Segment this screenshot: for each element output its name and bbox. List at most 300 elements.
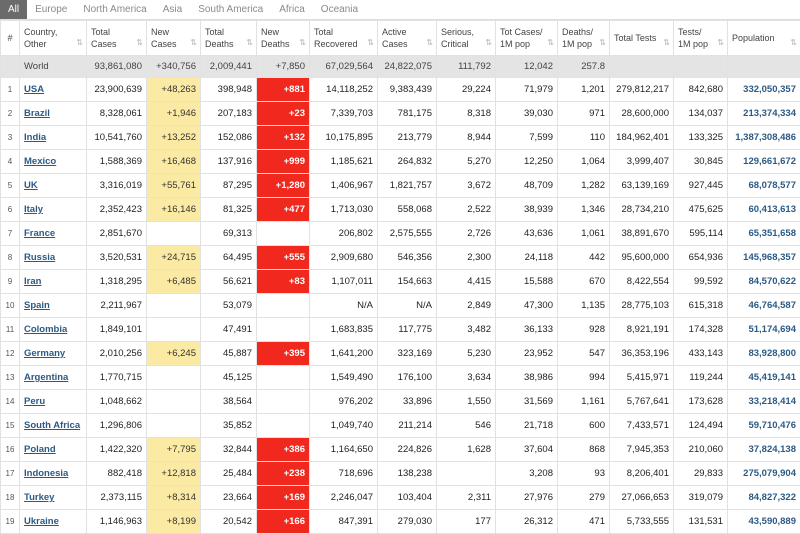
cell-deaths-per-m: 110 <box>558 126 610 150</box>
cell-new-cases <box>147 390 201 414</box>
cell-total-recovered: 847,391 <box>310 510 378 534</box>
cell-tests-per-m <box>674 56 728 78</box>
cell-total-tests: 184,962,401 <box>610 126 674 150</box>
table-row <box>1 126 800 150</box>
cell-active-cases: 224,826 <box>378 438 437 462</box>
cell-cases-per-m: 38,939 <box>496 198 558 222</box>
cell-total-tests: 5,767,641 <box>610 390 674 414</box>
cell-active-cases: 213,779 <box>378 126 437 150</box>
cell-new-deaths: +23 <box>257 102 310 126</box>
cell-cases-per-m: 38,986 <box>496 366 558 390</box>
cell-new-cases <box>147 294 201 318</box>
cell-total-tests: 7,945,353 <box>610 438 674 462</box>
cell-tests-per-m: 29,833 <box>674 462 728 486</box>
cell-tests-per-m: 595,114 <box>674 222 728 246</box>
country-link[interactable]: Argentina <box>24 372 69 383</box>
cell-cases-per-m: 24,118 <box>496 246 558 270</box>
cell-tests-per-m: 433,143 <box>674 342 728 366</box>
cell-total-deaths: 64,495 <box>201 246 257 270</box>
cell-deaths-per-m: 971 <box>558 102 610 126</box>
cell-cases-per-m: 3,208 <box>496 462 558 486</box>
cell-new-deaths: +881 <box>257 78 310 102</box>
table-row <box>1 150 800 174</box>
cell-total-recovered: 14,118,252 <box>310 78 378 102</box>
cell-country <box>20 462 87 486</box>
column-header-label: Tot Cases/ 1M pop <box>500 27 543 49</box>
cell-idx: 16 <box>1 438 20 462</box>
column-header-active-cases[interactable] <box>378 21 437 56</box>
cell-serious: 2,522 <box>437 198 496 222</box>
column-header-new-cases[interactable] <box>147 21 201 56</box>
country-link[interactable]: Indonesia <box>24 468 69 479</box>
country-link[interactable]: South Africa <box>24 420 81 431</box>
cell-new-cases <box>147 222 201 246</box>
cell-tests-per-m: 842,680 <box>674 78 728 102</box>
cell-total-deaths: 69,313 <box>201 222 257 246</box>
cell-serious: 2,849 <box>437 294 496 318</box>
table-row <box>1 438 800 462</box>
cell-tests-per-m: 119,244 <box>674 366 728 390</box>
cell-country <box>20 150 87 174</box>
sort-icon[interactable]: ⇅ <box>790 38 797 47</box>
cell-new-cases: +13,252 <box>147 126 201 150</box>
country-link[interactable]: Ukraine <box>24 516 59 527</box>
cell-country <box>20 414 87 438</box>
cell-idx: 18 <box>1 486 20 510</box>
sort-icon[interactable]: ⇅ <box>299 38 306 47</box>
cell-total-tests: 279,812,217 <box>610 78 674 102</box>
cell-total-recovered: 2,246,047 <box>310 486 378 510</box>
cell-country <box>20 366 87 390</box>
cell-deaths-per-m: 1,135 <box>558 294 610 318</box>
cell-new-cases: +6,485 <box>147 270 201 294</box>
column-header-label: Total Cases <box>91 27 117 49</box>
cell-total-deaths: 45,887 <box>201 342 257 366</box>
cell-total-cases: 2,851,670 <box>87 222 147 246</box>
sort-icon[interactable]: ⇅ <box>246 38 253 47</box>
cell-cases-per-m: 39,030 <box>496 102 558 126</box>
column-header-label: # <box>7 33 13 43</box>
cell-total-cases: 1,318,295 <box>87 270 147 294</box>
cell-tests-per-m: 133,325 <box>674 126 728 150</box>
cell-new-cases: +6,245 <box>147 342 201 366</box>
cell-total-cases: 1,146,963 <box>87 510 147 534</box>
cell-total-recovered: 7,339,703 <box>310 102 378 126</box>
sort-icon[interactable]: ⇅ <box>136 38 143 47</box>
cell-population: 51,174,694 <box>728 318 800 342</box>
table-row <box>1 486 800 510</box>
table-row <box>1 390 800 414</box>
table-row <box>1 222 800 246</box>
cell-new-cases: +16,468 <box>147 150 201 174</box>
cell-total-deaths: 47,491 <box>201 318 257 342</box>
cell-total-recovered: 1,641,200 <box>310 342 378 366</box>
cell-deaths-per-m: 1,201 <box>558 78 610 102</box>
cell-population: 84,570,622 <box>728 270 800 294</box>
cell-tests-per-m: 131,531 <box>674 510 728 534</box>
cell-total-deaths: 25,484 <box>201 462 257 486</box>
cell-new-cases: +16,146 <box>147 198 201 222</box>
cell-total-recovered: 1,713,030 <box>310 198 378 222</box>
cell-total-recovered: 1,164,650 <box>310 438 378 462</box>
column-header-label: Total Tests <box>614 33 657 43</box>
cell-population: 129,661,672 <box>728 150 800 174</box>
sort-icon[interactable]: ⇅ <box>599 38 606 47</box>
cell-deaths-per-m: 868 <box>558 438 610 462</box>
cell-deaths-per-m: 279 <box>558 486 610 510</box>
cell-country <box>20 318 87 342</box>
cell-total-deaths: 45,125 <box>201 366 257 390</box>
column-header-tot-cases-1m-pop[interactable] <box>496 21 558 56</box>
sort-icon[interactable]: ⇅ <box>663 38 670 47</box>
tab-asia[interactable]: Asia <box>162 4 183 15</box>
cell-cases-per-m: 7,599 <box>496 126 558 150</box>
cell-active-cases: 211,214 <box>378 414 437 438</box>
cell-total-deaths: 207,183 <box>201 102 257 126</box>
cell-deaths-per-m: 1,346 <box>558 198 610 222</box>
table-row <box>1 366 800 390</box>
cell-new-deaths: +477 <box>257 198 310 222</box>
cell-active-cases: 323,169 <box>378 342 437 366</box>
column-header-label: Total Deaths <box>205 27 234 49</box>
sort-icon[interactable]: ⇅ <box>426 38 433 47</box>
cell-total-cases: 2,352,423 <box>87 198 147 222</box>
cell-total-tests: 36,353,196 <box>610 342 674 366</box>
cell-total-tests: 8,422,554 <box>610 270 674 294</box>
sort-icon[interactable]: ⇅ <box>190 38 197 47</box>
cell-active-cases: 558,068 <box>378 198 437 222</box>
cell-total-tests: 27,066,653 <box>610 486 674 510</box>
cell-serious: 3,634 <box>437 366 496 390</box>
sort-icon[interactable]: ⇅ <box>367 38 374 47</box>
column-header-total-cases[interactable] <box>87 21 147 56</box>
cell-population: 332,050,357 <box>728 78 800 102</box>
column-header-tests-1m-pop[interactable] <box>674 21 728 56</box>
cell-total-cases: 2,211,967 <box>87 294 147 318</box>
cell-serious: 4,415 <box>437 270 496 294</box>
column-header-serious-critical[interactable] <box>437 21 496 56</box>
tab-europe[interactable]: Europe <box>35 4 68 15</box>
cell-total-cases: 1,296,806 <box>87 414 147 438</box>
cell-total-deaths: 81,325 <box>201 198 257 222</box>
cell-new-deaths <box>257 390 310 414</box>
tab-africa[interactable]: Africa <box>279 4 305 15</box>
cell-population: 65,351,658 <box>728 222 800 246</box>
cell-deaths-per-m: 257.8 <box>558 56 610 78</box>
cell-country <box>20 270 87 294</box>
column-header-total-tests[interactable] <box>610 21 674 56</box>
cell-new-cases: +7,795 <box>147 438 201 462</box>
cell-deaths-per-m: 928 <box>558 318 610 342</box>
cell-deaths-per-m: 1,064 <box>558 150 610 174</box>
country-link[interactable]: Mexico <box>24 156 57 167</box>
cell-cases-per-m: 31,569 <box>496 390 558 414</box>
cell-deaths-per-m: 994 <box>558 366 610 390</box>
country-link[interactable]: UK <box>24 180 38 191</box>
cell-total-cases: 2,373,115 <box>87 486 147 510</box>
table-row <box>1 246 800 270</box>
cell-total-deaths: 56,621 <box>201 270 257 294</box>
cell-serious: 2,300 <box>437 246 496 270</box>
column-header-label: New Deaths <box>261 27 290 49</box>
cell-idx: 14 <box>1 390 20 414</box>
cell-deaths-per-m: 670 <box>558 270 610 294</box>
cell-country <box>20 438 87 462</box>
cell-new-deaths: +1,280 <box>257 174 310 198</box>
cell-idx: 10 <box>1 294 20 318</box>
cell-new-deaths: +238 <box>257 462 310 486</box>
cell-deaths-per-m: 442 <box>558 246 610 270</box>
column-header-label: Active Cases <box>382 27 408 49</box>
sort-icon[interactable]: ⇅ <box>547 38 554 47</box>
cell-idx: 6 <box>1 198 20 222</box>
cell-total-tests: 28,775,103 <box>610 294 674 318</box>
cell-deaths-per-m: 1,282 <box>558 174 610 198</box>
cell-total-cases: 882,418 <box>87 462 147 486</box>
country-link[interactable]: Poland <box>24 444 56 455</box>
cell-active-cases: 781,175 <box>378 102 437 126</box>
cell-serious: 3,482 <box>437 318 496 342</box>
cell-total-tests: 95,600,000 <box>610 246 674 270</box>
cell-total-tests: 38,891,670 <box>610 222 674 246</box>
cell-total-recovered: 976,202 <box>310 390 378 414</box>
column-header-label: New Cases <box>151 27 177 49</box>
cell-new-cases: +8,314 <box>147 486 201 510</box>
cell-total-tests: 8,921,191 <box>610 318 674 342</box>
column-header-label: Population <box>732 33 775 43</box>
cell-new-deaths <box>257 366 310 390</box>
cell-total-deaths: 38,564 <box>201 390 257 414</box>
column-header-population[interactable] <box>728 21 800 56</box>
cell-country <box>20 390 87 414</box>
cell-total-recovered: N/A <box>310 294 378 318</box>
sort-icon[interactable]: ⇅ <box>485 38 492 47</box>
tab-south-america[interactable]: South America <box>198 4 264 15</box>
cell-active-cases: 279,030 <box>378 510 437 534</box>
cell-total-tests: 3,999,407 <box>610 150 674 174</box>
cell-total-cases: 1,770,715 <box>87 366 147 390</box>
cell-total-tests: 28,600,000 <box>610 102 674 126</box>
cell-new-deaths <box>257 294 310 318</box>
cell-cases-per-m: 36,133 <box>496 318 558 342</box>
cell-population <box>728 56 800 78</box>
country-link[interactable]: Turkey <box>24 492 55 503</box>
country-link[interactable]: India <box>24 132 47 143</box>
cell-country <box>20 126 87 150</box>
cell-idx: 8 <box>1 246 20 270</box>
cell-cases-per-m: 43,636 <box>496 222 558 246</box>
cell-new-deaths: +7,850 <box>257 56 310 78</box>
cell-population: 275,079,904 <box>728 462 800 486</box>
cell-tests-per-m: 134,037 <box>674 102 728 126</box>
cell-serious: 29,224 <box>437 78 496 102</box>
cell-total-recovered: 1,049,740 <box>310 414 378 438</box>
cell-total-cases: 2,010,256 <box>87 342 147 366</box>
cell-cases-per-m: 71,979 <box>496 78 558 102</box>
column-header-total-deaths[interactable] <box>201 21 257 56</box>
cell-total-cases: 23,900,639 <box>87 78 147 102</box>
cell-active-cases: 103,404 <box>378 486 437 510</box>
country-link[interactable]: USA <box>24 84 45 95</box>
country-link[interactable]: Germany <box>24 348 66 359</box>
cell-total-cases: 1,048,662 <box>87 390 147 414</box>
cell-idx: 2 <box>1 102 20 126</box>
cell-tests-per-m: 174,328 <box>674 318 728 342</box>
cell-idx: 19 <box>1 510 20 534</box>
cell-cases-per-m: 27,976 <box>496 486 558 510</box>
cell-tests-per-m: 124,494 <box>674 414 728 438</box>
table-row <box>1 294 800 318</box>
cell-new-cases: +1,946 <box>147 102 201 126</box>
cell-country <box>20 102 87 126</box>
cell-new-cases: +24,715 <box>147 246 201 270</box>
cell-serious: 5,270 <box>437 150 496 174</box>
cell-total-tests: 8,206,401 <box>610 462 674 486</box>
country-link[interactable]: Peru <box>24 396 46 407</box>
cell-new-deaths: +166 <box>257 510 310 534</box>
cell-population: 33,218,414 <box>728 390 800 414</box>
cell-total-tests: 28,734,210 <box>610 198 674 222</box>
tab-oceania[interactable]: Oceania <box>320 4 359 15</box>
cell-new-cases: +12,818 <box>147 462 201 486</box>
cell-total-cases: 1,422,320 <box>87 438 147 462</box>
cell-country <box>20 222 87 246</box>
cell-idx: 13 <box>1 366 20 390</box>
cell-total-deaths: 35,852 <box>201 414 257 438</box>
cell-country <box>20 510 87 534</box>
world-row <box>1 56 800 78</box>
cell-total-cases: 93,861,080 <box>87 56 147 78</box>
cell-active-cases: 117,775 <box>378 318 437 342</box>
column-header-country-other[interactable] <box>20 21 87 56</box>
cell-new-deaths: +386 <box>257 438 310 462</box>
cell-serious: 8,318 <box>437 102 496 126</box>
cell-deaths-per-m: 471 <box>558 510 610 534</box>
cell-population: 213,374,334 <box>728 102 800 126</box>
covid-table <box>0 20 800 534</box>
cell-active-cases: 154,663 <box>378 270 437 294</box>
cell-new-deaths <box>257 414 310 438</box>
cell-new-deaths <box>257 222 310 246</box>
cell-total-recovered: 206,802 <box>310 222 378 246</box>
cell-cases-per-m: 12,250 <box>496 150 558 174</box>
country-link[interactable]: Spain <box>24 300 50 311</box>
cell-total-deaths: 137,916 <box>201 150 257 174</box>
column-header-deaths-1m-pop[interactable] <box>558 21 610 56</box>
cell-population: 37,824,138 <box>728 438 800 462</box>
cell-total-deaths: 23,664 <box>201 486 257 510</box>
cell-population: 43,590,889 <box>728 510 800 534</box>
cell-population: 60,413,613 <box>728 198 800 222</box>
cell-new-deaths: +395 <box>257 342 310 366</box>
table-row <box>1 78 800 102</box>
cell-active-cases: 1,821,757 <box>378 174 437 198</box>
cell-total-deaths: 32,844 <box>201 438 257 462</box>
cell-new-cases <box>147 366 201 390</box>
cell-total-recovered: 1,185,621 <box>310 150 378 174</box>
cell-idx: 5 <box>1 174 20 198</box>
cell-country <box>20 342 87 366</box>
cell-serious: 5,230 <box>437 342 496 366</box>
sort-icon[interactable]: ⇅ <box>76 38 83 47</box>
cell-new-cases <box>147 414 201 438</box>
cell-total-cases: 8,328,061 <box>87 102 147 126</box>
cell-total-recovered: 718,696 <box>310 462 378 486</box>
cell-serious: 2,311 <box>437 486 496 510</box>
cell-total-deaths: 152,086 <box>201 126 257 150</box>
cell-new-deaths: +132 <box>257 126 310 150</box>
cell-total-recovered: 1,107,011 <box>310 270 378 294</box>
cell-idx: 9 <box>1 270 20 294</box>
cell-population: 68,078,577 <box>728 174 800 198</box>
country-link[interactable]: Italy <box>24 204 44 215</box>
cell-active-cases: 2,575,555 <box>378 222 437 246</box>
cell-population: 59,710,476 <box>728 414 800 438</box>
tab-north-america[interactable]: North America <box>83 4 147 15</box>
cell-country <box>20 294 87 318</box>
column-header-label: Total Recovered <box>314 27 358 49</box>
tab-all[interactable]: All <box>0 0 27 19</box>
cell-total-recovered: 2,909,680 <box>310 246 378 270</box>
country-link[interactable]: Russia <box>24 252 56 263</box>
table-row <box>1 462 800 486</box>
cell-idx: 3 <box>1 126 20 150</box>
column-header-[interactable] <box>1 21 20 56</box>
cell-tests-per-m: 475,625 <box>674 198 728 222</box>
cell-serious: 3,672 <box>437 174 496 198</box>
cell-serious: 546 <box>437 414 496 438</box>
cell-total-cases: 10,541,760 <box>87 126 147 150</box>
cell-total-recovered: 1,406,967 <box>310 174 378 198</box>
cell-country <box>20 174 87 198</box>
cell-total-tests: 5,733,555 <box>610 510 674 534</box>
table-row <box>1 102 800 126</box>
cell-total-deaths: 53,079 <box>201 294 257 318</box>
column-header-total-recovered[interactable] <box>310 21 378 56</box>
table-row <box>1 270 800 294</box>
cell-cases-per-m: 47,300 <box>496 294 558 318</box>
cell-serious: 111,792 <box>437 56 496 78</box>
cell-active-cases: N/A <box>378 294 437 318</box>
cell-active-cases: 138,238 <box>378 462 437 486</box>
cell-tests-per-m: 654,936 <box>674 246 728 270</box>
column-header-new-deaths[interactable] <box>257 21 310 56</box>
country-link[interactable]: Brazil <box>24 108 50 119</box>
cell-cases-per-m: 15,588 <box>496 270 558 294</box>
cell-active-cases: 9,383,439 <box>378 78 437 102</box>
column-header-label: Tests/ 1M pop <box>678 27 709 49</box>
cell-total-deaths: 398,948 <box>201 78 257 102</box>
cell-tests-per-m: 319,079 <box>674 486 728 510</box>
region-tabs <box>0 0 800 20</box>
sort-icon[interactable]: ⇅ <box>717 38 724 47</box>
table-body <box>1 56 800 534</box>
cell-total-tests: 7,433,571 <box>610 414 674 438</box>
cell-country <box>20 78 87 102</box>
cell-country <box>20 246 87 270</box>
cell-cases-per-m: 48,709 <box>496 174 558 198</box>
table-row <box>1 342 800 366</box>
country-link[interactable]: Iran <box>24 276 42 287</box>
country-link[interactable]: France <box>24 228 56 239</box>
cell-new-cases: +8,199 <box>147 510 201 534</box>
cell-cases-per-m: 23,952 <box>496 342 558 366</box>
country-link[interactable]: Colombia <box>24 324 68 335</box>
cell-total-deaths: 87,295 <box>201 174 257 198</box>
cell-deaths-per-m: 1,161 <box>558 390 610 414</box>
cell-serious <box>437 462 496 486</box>
column-header-label: Serious, Critical <box>441 27 475 49</box>
